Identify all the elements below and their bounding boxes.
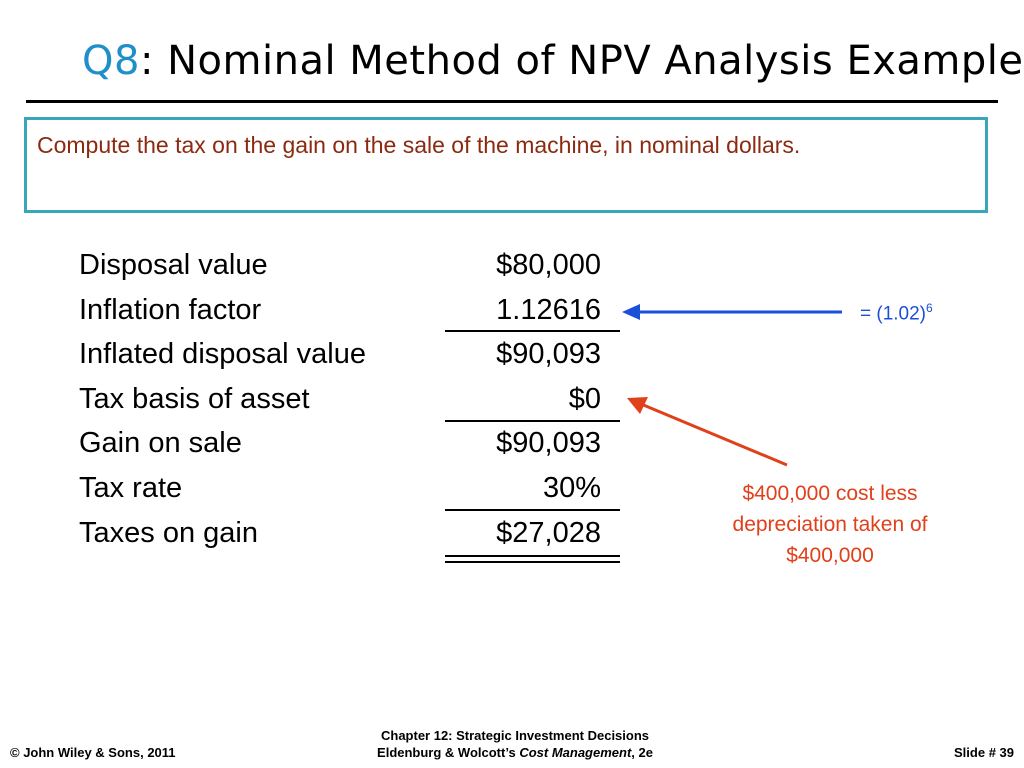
inflation-formula-note	[860, 301, 933, 325]
footer-chapter	[330, 727, 700, 761]
inflation-formula-exponent: 6	[926, 301, 933, 315]
footer-chapter-line: Chapter 12: Strategic Investment Decisions	[380, 728, 650, 743]
red-arrow	[627, 397, 787, 465]
row-value-tax-rate: 30%	[542, 472, 601, 504]
row-label-gain-on-sale: Gain on sale	[79, 427, 242, 459]
row-value-inflation-factor: 1.12616	[496, 294, 601, 326]
row-label-tax-basis: Tax basis of asset	[79, 383, 310, 415]
row-value-taxes-on-gain: $27,028	[496, 517, 601, 549]
footer-book-authors: Eldenburg & Wolcott’s	[377, 745, 520, 760]
footer-book-edition: , 2e	[631, 745, 653, 760]
footer-book-line	[330, 744, 700, 761]
row-label-taxes-on-gain: Taxes on gain	[79, 517, 258, 549]
row-label-disposal-value: Disposal value	[79, 249, 268, 281]
footer-slide-number: Slide # 39	[954, 745, 1014, 760]
title-text: : Nominal Method of NPV Analysis Example	[139, 38, 1024, 84]
row-value-disposal-value: $80,000	[496, 249, 601, 281]
blue-arrow	[622, 304, 842, 320]
row-label-inflation-factor: Inflation factor	[79, 294, 262, 326]
tax-basis-note: $400,000 cost less depreciation taken of $400,000	[732, 482, 928, 567]
row-value-gain-on-sale: $90,093	[496, 427, 601, 459]
row-value-inflated-disposal-value: $90,093	[496, 338, 601, 370]
inflation-formula-base: = (1.02)	[860, 303, 927, 325]
footer-book-title: Cost Management	[519, 745, 632, 760]
row-label-tax-rate: Tax rate	[79, 472, 183, 504]
footer-copyright: © John Wiley & Sons, 2011	[10, 745, 176, 760]
row-value-tax-basis: $0	[568, 383, 601, 415]
question-text: Compute the tax on the gain on the sale of the machine, in nominal dollars.	[37, 132, 801, 158]
question-number: Q8	[82, 38, 140, 84]
row-label-inflated-disposal-value: Inflated disposal value	[79, 338, 366, 370]
